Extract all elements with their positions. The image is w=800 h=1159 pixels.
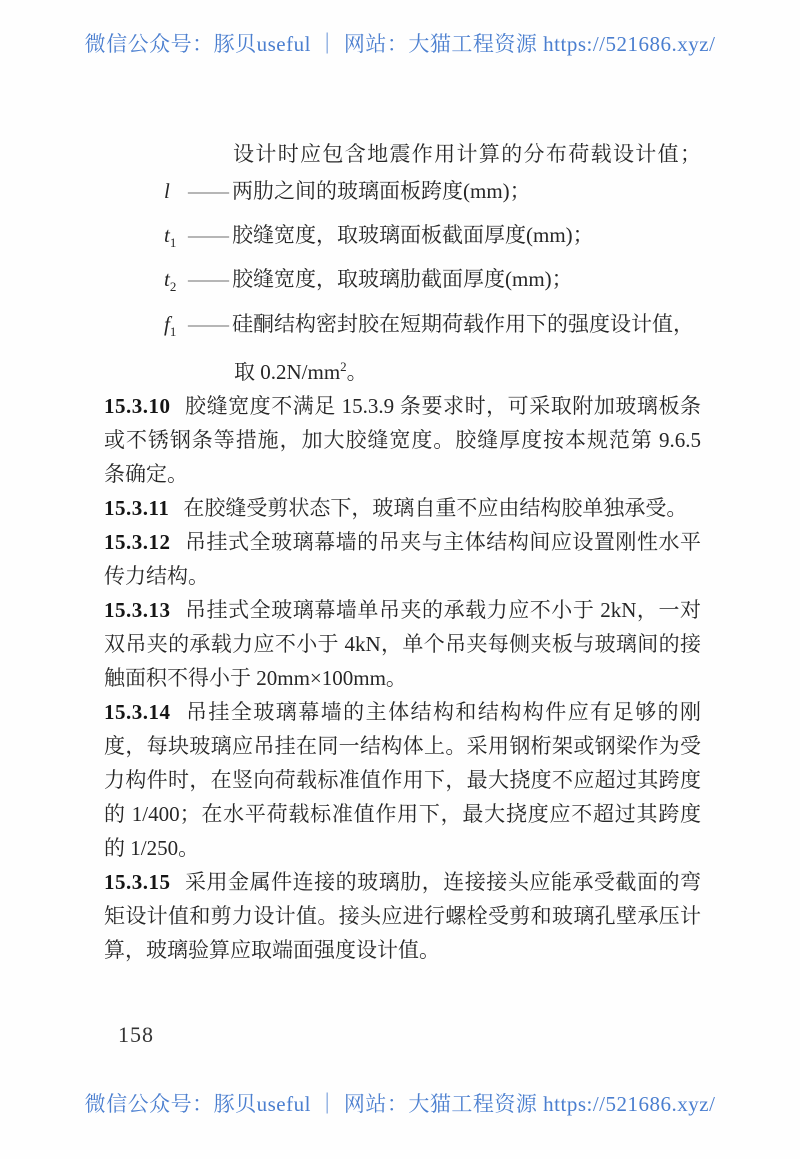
definition-continuation [234, 350, 701, 389]
symbol-f1 [164, 306, 188, 350]
clause-paragraph [104, 593, 701, 695]
clause-paragraph [104, 525, 701, 593]
definition-dash: —— [188, 267, 228, 292]
clause-paragraph [104, 865, 701, 967]
superscript: 2 [340, 358, 347, 374]
symbol-l [164, 173, 188, 217]
symbol-definition-row [164, 173, 701, 217]
symbol-subscript: 1 [169, 323, 177, 339]
symbol-definition-row [164, 261, 701, 305]
clause-text: 在胶缝受剪状态下，玻璃自重不应由结构胶单独承受。 [183, 495, 688, 520]
clause-text: 吊挂全玻璃幕墙的主体结构和结构构件应有足够的刚度，每块玻璃应吊挂在同一结构体上。采用钢桁架或钢梁作为受力构件时，在竖向荷载标准值作用下，最大挠度不应超过其跨度的 1/400；在水平荷载标准值作用下，最大挠度应不超过其跨度的 1/250。 [104, 699, 701, 860]
definition-dash: —— [188, 223, 228, 248]
clause-number: 15.3.12 [104, 529, 171, 554]
clause-number: 15.3.10 [104, 393, 171, 418]
clause-number: 15.3.14 [104, 699, 171, 724]
paragraph-continuation: 设计时应包含地震作用计算的分布荷载设计值； [233, 142, 701, 166]
symbol-letter: f [164, 311, 170, 336]
definition-text: 两肋之间的玻璃面板跨度(mm)； [232, 179, 531, 203]
clause-paragraph [104, 389, 701, 491]
clause-paragraph [104, 491, 701, 525]
symbol-letter: t [164, 267, 170, 292]
symbol-definition-row [164, 217, 701, 261]
symbol-letter: l [164, 179, 170, 203]
value-text: 取 0.2N/mm [234, 359, 341, 384]
symbol-t2 [164, 261, 188, 305]
symbol-t1 [164, 217, 188, 261]
definition-dash: —— [188, 179, 228, 203]
clause-text: 吊挂式全玻璃幕墙的吊夹与主体结构间应设置刚性水平传力结构。 [104, 529, 701, 588]
definition-text: 硅酮结构密封胶在短期荷载作用下的强度设计值， [232, 311, 694, 336]
watermark-header: 微信公众号：豚贝useful ｜ 网站：大猫工程资源 https://521686.xyz/ [84, 32, 716, 56]
clause-paragraph [104, 695, 701, 865]
definition-dash: —— [188, 311, 228, 336]
value-text: 。 [346, 359, 368, 384]
document-content [104, 136, 701, 967]
clause-text: 采用金属件连接的玻璃肋，连接接头应能承受截面的弯矩设计值和剪力设计值。接头应进行螺栓受剪和玻璃孔壁承压计算，玻璃验算应取端面强度设计值。 [104, 869, 701, 962]
symbol-subscript: 2 [169, 279, 177, 295]
clause-text: 胶缝宽度不满足 15.3.9 条要求时，可采取附加玻璃板条或不锈钢条等措施，加大胶缝宽度。胶缝厚度按本规范第 9.6.5 条确定。 [104, 393, 701, 486]
watermark-footer: 微信公众号：豚贝useful ｜ 网站：大猫工程资源 https://521686.xyz/ [84, 1092, 716, 1116]
clause-number: 15.3.13 [104, 597, 171, 622]
page-number: 158 [118, 1022, 154, 1047]
clause-text: 吊挂式全玻璃幕墙单吊夹的承载力应不小于 2kN，一对双吊夹的承载力应不小于 4kN，单个吊夹每侧夹板与玻璃间的接触面积不得小于 20mm×100mm。 [104, 597, 701, 690]
clause-number: 15.3.11 [104, 495, 170, 520]
definition-text: 胶缝宽度，取玻璃肋截面厚度(mm)； [232, 267, 573, 292]
symbol-definition-row [164, 306, 701, 350]
symbol-letter: t [164, 223, 170, 248]
clause-number: 15.3.15 [104, 869, 171, 894]
definition-text: 胶缝宽度，取玻璃面板截面厚度(mm)； [232, 223, 594, 248]
symbol-subscript: 1 [169, 235, 177, 251]
